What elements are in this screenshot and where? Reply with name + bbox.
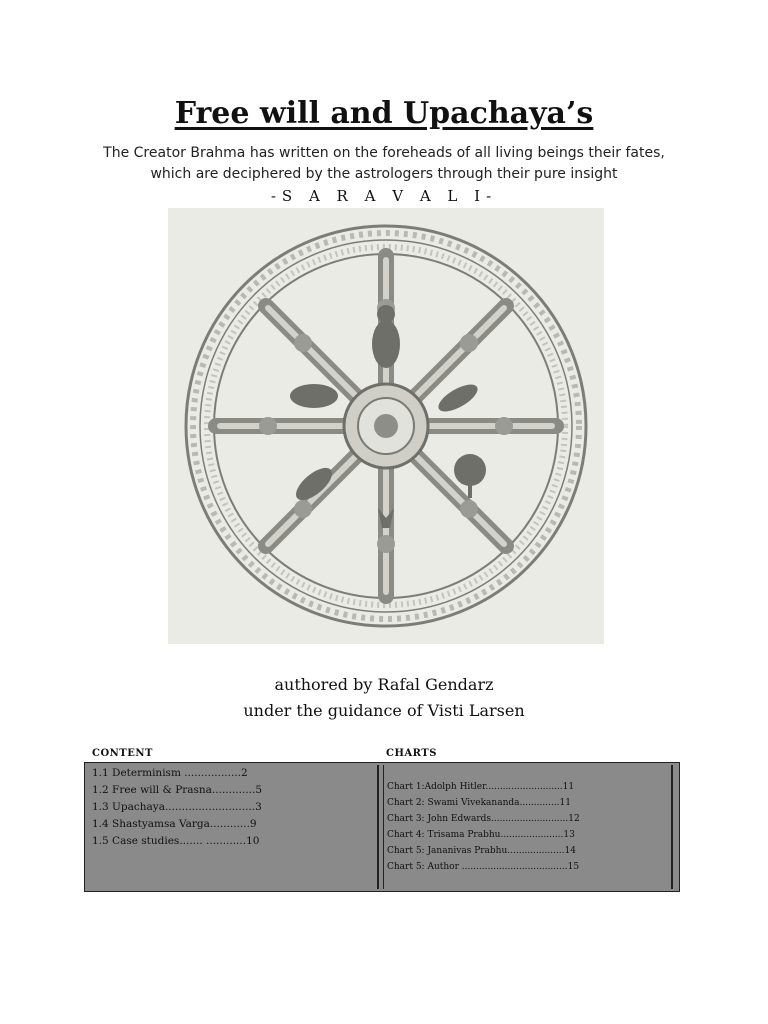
quote-line-2: which are deciphered by the astrologers through their pure insight <box>150 166 618 182</box>
charts-heading: CHARTS <box>386 748 437 759</box>
charts-list-panel <box>383 765 673 889</box>
page-title: Free will and Upachaya’s <box>174 96 594 131</box>
content-item: 1.4 Shastyamsa Varga............9 <box>92 818 257 830</box>
chart-item: Chart 1:Adolph Hitler...........................11 <box>387 782 575 792</box>
content-heading: CONTENT <box>92 748 153 759</box>
chart-item: Chart 5: Jananivas Prabhu....................14 <box>387 846 576 856</box>
guidance-line: under the guidance of Visti Larsen <box>243 701 525 720</box>
content-item: 1.5 Case studies....... ............10 <box>92 835 260 847</box>
content-item: 1.3 Upachaya...........................3 <box>92 801 262 813</box>
credits <box>0 672 768 724</box>
quote-line-1: The Creator Brahma has written on the foreheads of all living beings their fates, <box>103 145 665 161</box>
chart-item: Chart 2: Swami Vivekananda..............11 <box>387 798 571 808</box>
author-line: authored by Rafal Gendarz <box>274 675 494 694</box>
wheel-illustration-svg <box>168 208 604 644</box>
content-item: 1.2 Free will & Prasna.............5 <box>92 784 263 796</box>
content-list-panel <box>89 765 379 889</box>
wheel-of-life-illustration <box>168 208 604 644</box>
epigraph-quote <box>60 143 708 185</box>
chart-item: Chart 4: Trisama Prabhu......................13 <box>387 830 575 840</box>
chart-item: Chart 5: Author .....................................15 <box>387 862 580 872</box>
quote-source: -S A R A V A L I- <box>270 187 498 205</box>
chart-item: Chart 3: John Edwards...........................12 <box>387 814 580 824</box>
content-item: 1.1 Determinism .................2 <box>92 767 248 779</box>
table-of-contents <box>84 762 680 892</box>
